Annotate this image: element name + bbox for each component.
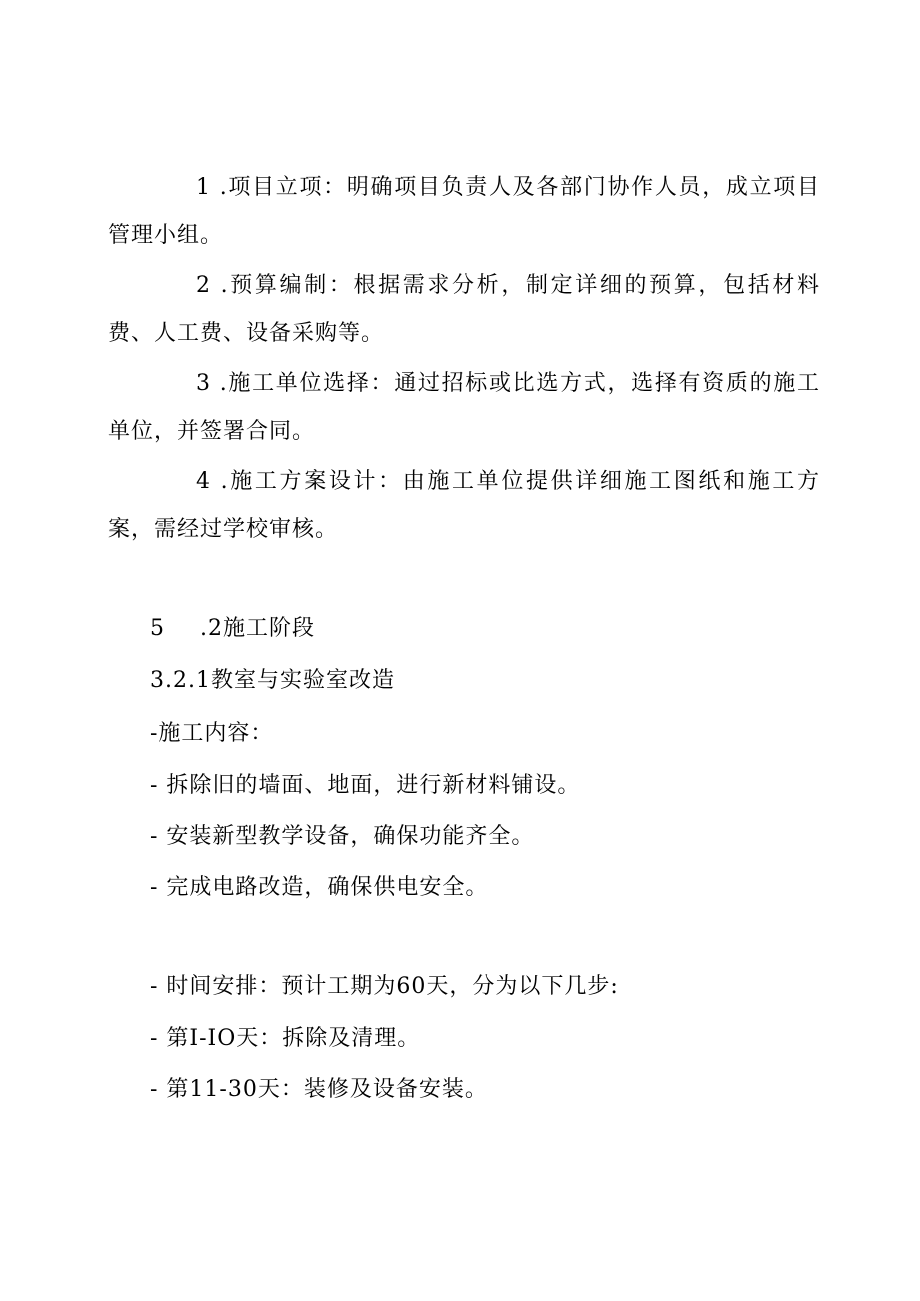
step-text: .预算编制：根据需求分析，制定详细的预算，包括材料费、人工费、设备采购等。	[108, 273, 820, 346]
step-2	[108, 262, 820, 358]
schedule-item: - 第I-IO天：拆除及清理。	[150, 1026, 421, 1051]
step-text: .施工方案设计：由施工单位提供详细施工图纸和施工方案，需经过学校审核。	[108, 469, 820, 542]
step-text: .施工单位选择：通过招标或比选方式，选择有资质的施工单位，并签署合同。	[108, 371, 820, 444]
section-heading	[150, 613, 315, 645]
content-heading: -施工内容：	[150, 721, 274, 746]
step-number: 2	[196, 273, 211, 298]
step-1	[108, 164, 820, 260]
step-number: 1	[196, 175, 211, 200]
section-number: 5	[150, 616, 165, 641]
section-title: .2施工阶段	[200, 616, 315, 641]
step-4	[108, 458, 820, 554]
subsection-heading: 3.2.1教室与实验室改造	[150, 668, 395, 693]
step-number: 3	[196, 371, 211, 396]
step-3	[108, 360, 820, 456]
content-item: - 拆除旧的墙面、地面，进行新材料铺设。	[150, 773, 581, 798]
content-item: - 完成电路改造，确保供电安全。	[150, 875, 489, 900]
step-number: 4	[196, 469, 211, 494]
content-item: - 安装新型教学设备，确保功能齐全。	[150, 824, 535, 849]
step-text: .项目立项：明确项目负责人及各部门协作人员，成立项目管理小组。	[108, 175, 820, 248]
schedule-heading: - 时间安排：预计工期为60天，分为以下几步:	[150, 974, 619, 999]
schedule-item: - 第11-30天：装修及设备安装。	[150, 1077, 488, 1102]
